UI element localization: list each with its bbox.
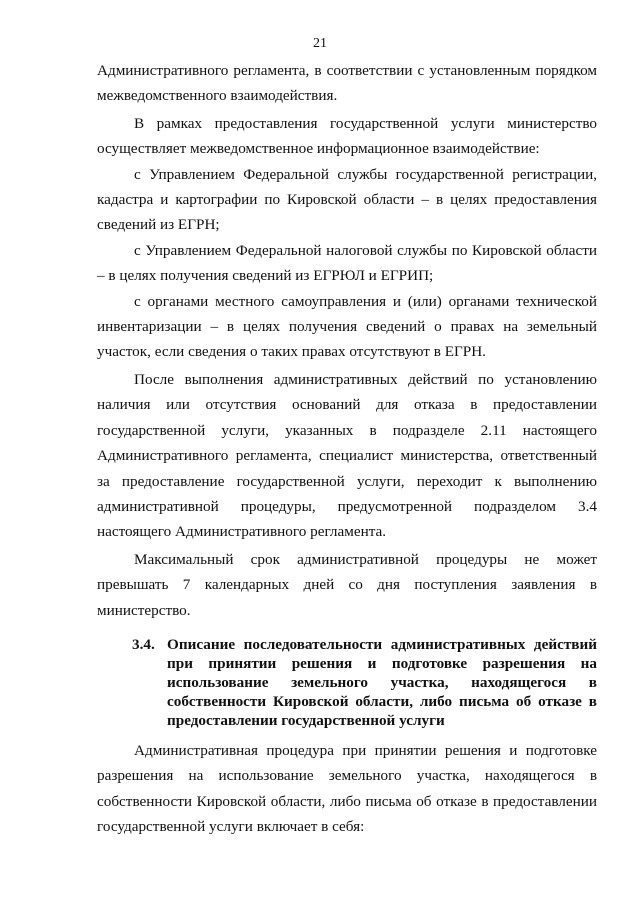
paragraph-local-authorities: с органами местного самоуправления и (или) органами технической инвентаризации – в целях получения сведений о правах на земельный участок, если сведения о таких правах отсутствуют в ЕГРН. — [97, 292, 597, 361]
paragraph-procedure-includes: Административная процедура при принятии решения и подготовке разрешения на использование земельного участка, находящегося в собственности Кировской области, либо письма об отказе в предоставлении государственной услуги включает в себя: — [97, 741, 597, 836]
page-number: 21 — [313, 36, 327, 51]
section-title: Описание последовательности административных действий при принятии решения и подготовке разрешения на использование земельного участка, находящегося в собственности Кировской области, либо письма об отказе в предоставлении государственной услуги — [167, 635, 597, 729]
paragraph-tax-service: с Управлением Федеральной налоговой службы по Кировской области – в целях получения сведений из ЕГРЮЛ и ЕГРИП; — [97, 241, 597, 285]
paragraph-continuation: Административного регламента, в соответствии с установленным порядком межведомственного взаимодействия. — [97, 62, 597, 105]
paragraph-rosreestr: с Управлением Федеральной службы государственной регистрации, кадастра и картографии по Кировской области – в целях предоставления сведений из ЕГРН; — [97, 165, 597, 234]
paragraph-after-actions: После выполнения административных действий по установлению наличия или отсутствия оснований для отказа в предоставлении государственной услуги, указанных в подразделе 2.11 настоящего Административного регламента, специалист министерства, ответственный за предоставление государственной услуги, переходит к выполнению административной процедуры, предусмотренной подразделом 3.4 настоящего Административного регламента. — [97, 370, 597, 541]
document-body — [97, 58, 597, 840]
section-heading — [97, 635, 597, 730]
paragraph-max-term: Максимальный срок административной процедуры не может превышать 7 календарных дней со дня поступления заявления в министерство. — [97, 550, 597, 619]
paragraph-interaction-intro: В рамках предоставления государственной услуги министерство осуществляет межведомственное информационное взаимодействие: — [97, 114, 597, 158]
section-number: 3.4. — [132, 635, 155, 653]
